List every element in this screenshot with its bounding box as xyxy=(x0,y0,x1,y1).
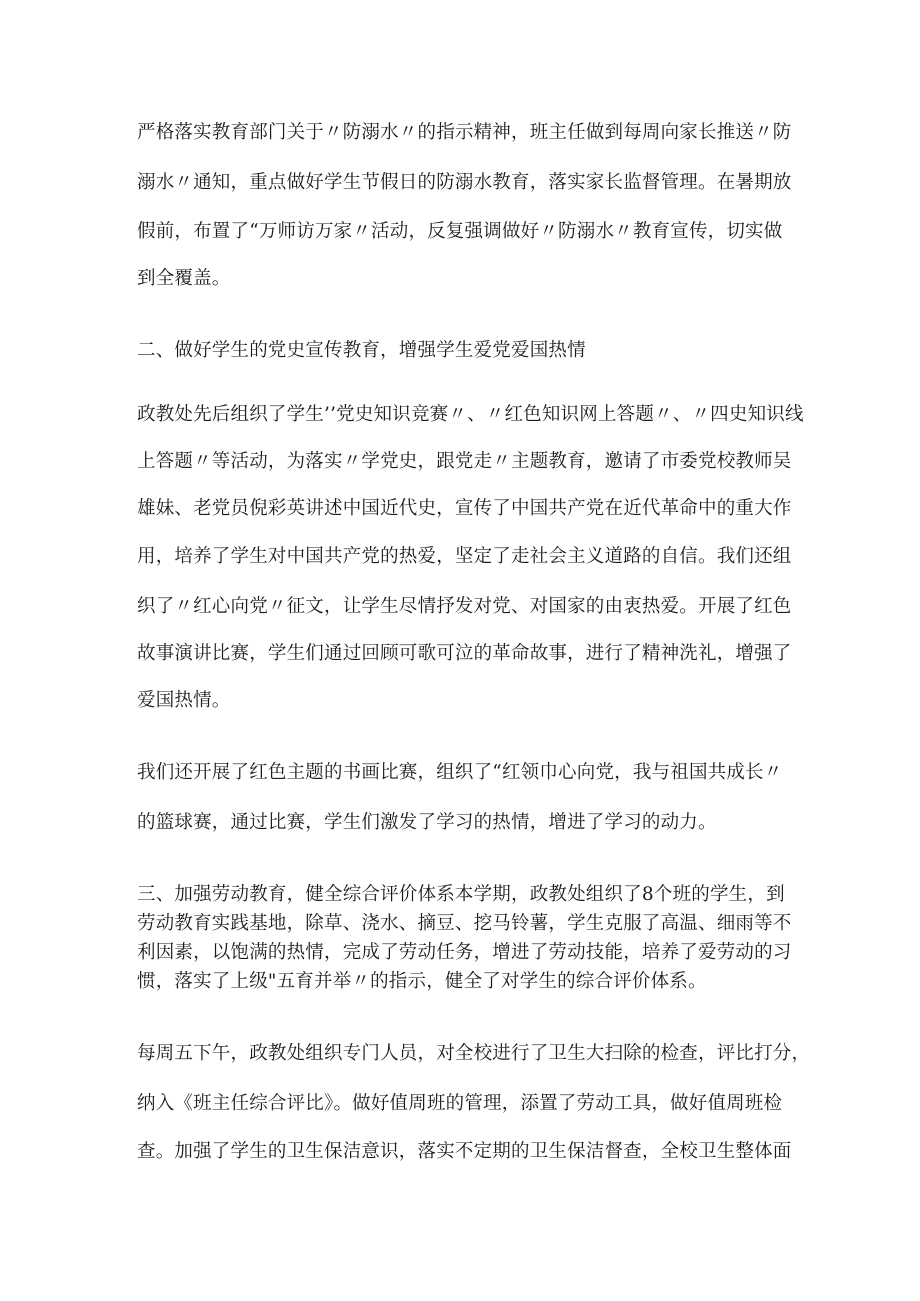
paragraph-6-line-3: 查。加强了学生的卫生保洁意识，落实不定期的卫生保洁督查，全校卫生整体面 xyxy=(137,1141,792,1162)
section-3-line-2: 劳动教育实践基地，除草、浇水、摘豆、挖马铃薯，学生克服了高温、细雨等不 xyxy=(137,913,792,934)
paragraph-6-line-2: 纳入《班主任综合评比》。做好值周班的管理，添置了劳动工具，做好值周班检 xyxy=(137,1093,783,1114)
paragraph-1-line-4: 到全覆盖。 xyxy=(137,268,231,289)
paragraph-3-line-3: 雄妹、老党员倪彩英讲述中国近代史，宣传了中国共产党在近代革命中的重大作 xyxy=(137,498,792,519)
paragraph-4-line-1: 我们还开展了红色主题的书画比赛，组织了“红领巾心向党，我与祖国共成长〃 xyxy=(137,762,783,783)
section-3-line-1: 三、加强劳动教育，健全综合评价体系本学期，政教处组织了8个班的学生，到 xyxy=(137,884,785,905)
section-3-line-4: 惯，落实了上级"五育并举〃的指示，健全了对学生的综合评价体系。 xyxy=(137,971,707,992)
paragraph-3-line-6: 故事演讲比赛，学生们通过回顾可歌可泣的革命故事，进行了精神洗礼，增强了 xyxy=(137,643,792,664)
paragraph-1-line-3: 假前，布置了“万师访万家〃活动，反复强调做好〃防溺水〃教育宣传，切实做 xyxy=(137,221,783,242)
section-heading-2: 二、做好学生的党史宣传教育，增强学生爱党爱国热情 xyxy=(137,340,586,361)
paragraph-4-line-2: 的篮球赛，通过比赛，学生们激发了学习的热情，增进了学习的动力。 xyxy=(137,812,717,833)
paragraph-3-line-1: 政教处先后组织了学生’’党史知识竞赛〃、〃红色知识网上答题〃、〃四史知识线 xyxy=(137,404,804,425)
paragraph-1-line-2: 溺水〃通知，重点做好学生节假日的防溺水教育，落实家长监督管理。在暑期放 xyxy=(137,172,792,193)
paragraph-6-line-1: 每周五下午，政教处组织专门人员，对全校进行了卫生大扫除的检查，评比打分， xyxy=(137,1043,811,1064)
paragraph-3-line-4: 用，培养了学生对中国共产党的热爱，坚定了走社会主义道路的自信。我们还组 xyxy=(137,546,792,567)
paragraph-3-line-5: 织了〃红心向党〃征文，让学生尽情抒发对党、对国家的由衷热爱。开展了红色 xyxy=(137,596,792,617)
paragraph-3-line-2: 上答题〃等活动，为落实〃学党史，跟党走〃主题教育，邀请了市委党校教师吴 xyxy=(137,451,792,472)
paragraph-3-line-7: 爱国热情。 xyxy=(137,690,231,711)
paragraph-1-line-1: 严格落实教育部门关于〃防溺水〃的指示精神，班主任做到每周向家长推送〃防 xyxy=(137,122,792,143)
section-3-line-3: 利因素，以饱满的热情，完成了劳动任务，增进了劳动技能，培养了爱劳动的习 xyxy=(137,942,792,963)
